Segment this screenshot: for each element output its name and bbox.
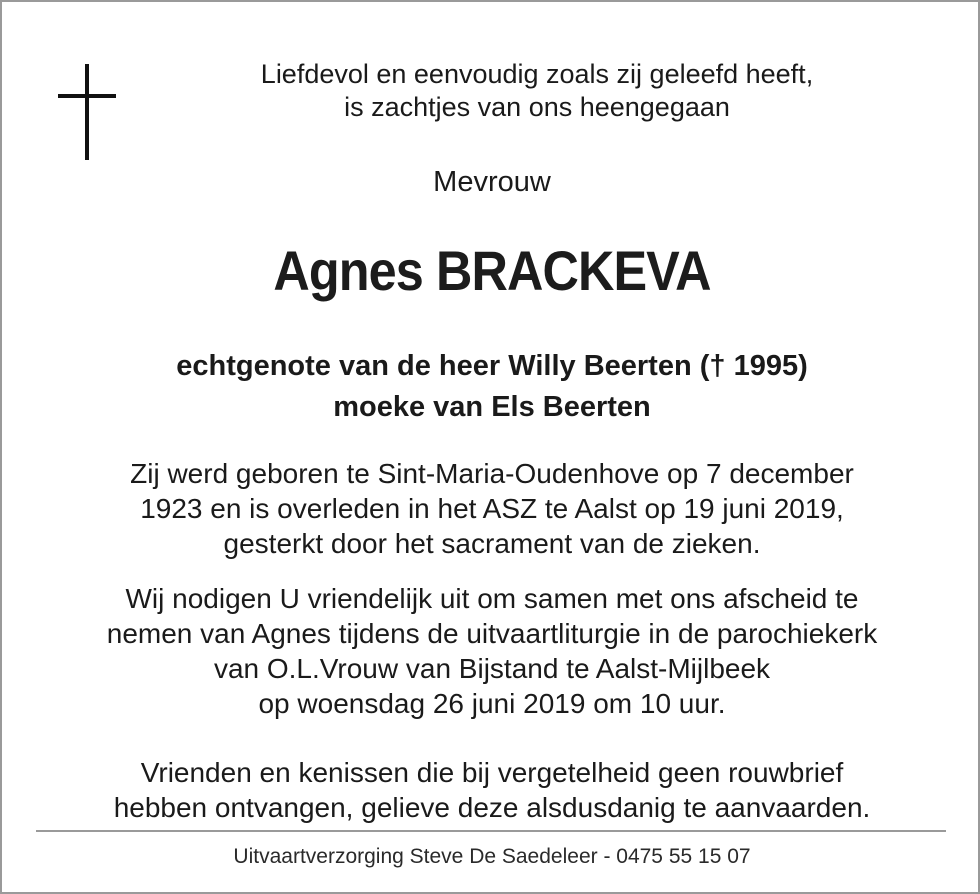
footer-divider bbox=[36, 830, 946, 832]
funeral-line-3: van O.L.Vrouw van Bijstand te Aalst-Mijlbeek bbox=[213, 653, 771, 684]
birth-line-2: 1923 en is overleden in het ASZ te Aalst op 19 juni 2019, bbox=[140, 493, 844, 524]
title-word: Mevrouw bbox=[433, 166, 551, 198]
relation-line-1: echtgenote van de heer Willy Beerten († 1995) bbox=[176, 350, 808, 382]
deceased-name: Agnes BRACKEVA bbox=[273, 239, 711, 302]
closing-line-2: hebben ontvangen, gelieve deze alsdusdanig te aanvaarden. bbox=[113, 792, 871, 823]
funeral-line-1: Wij nodigen U vriendelijk uit om samen met ons afscheid te bbox=[125, 583, 859, 614]
relation-line-2: moeke van Els Beerten bbox=[333, 391, 651, 423]
intro-line-1: Liefdevol en eenvoudig zoals zij geleefd heeft, bbox=[260, 59, 814, 89]
funeral-director-footer: Uitvaartverzorging Steve De Saedeleer - 0475 55 15 07 bbox=[233, 845, 751, 868]
closing-line-1: Vrienden en kenissen die bij vergetelheid geen rouwbrief bbox=[140, 757, 844, 788]
birth-line-3: gesterkt door het sacrament van de zieken. bbox=[223, 528, 761, 559]
funeral-line-4: op woensdag 26 juni 2019 om 10 uur. bbox=[258, 688, 726, 719]
birth-line-1: Zij werd geboren te Sint-Maria-Oudenhove op 7 december bbox=[130, 458, 854, 489]
intro-line-2: is zachtjes van ons heengegaan bbox=[344, 92, 730, 122]
funeral-line-2: nemen van Agnes tijdens de uitvaartliturgie in de parochiekerk bbox=[106, 618, 878, 649]
